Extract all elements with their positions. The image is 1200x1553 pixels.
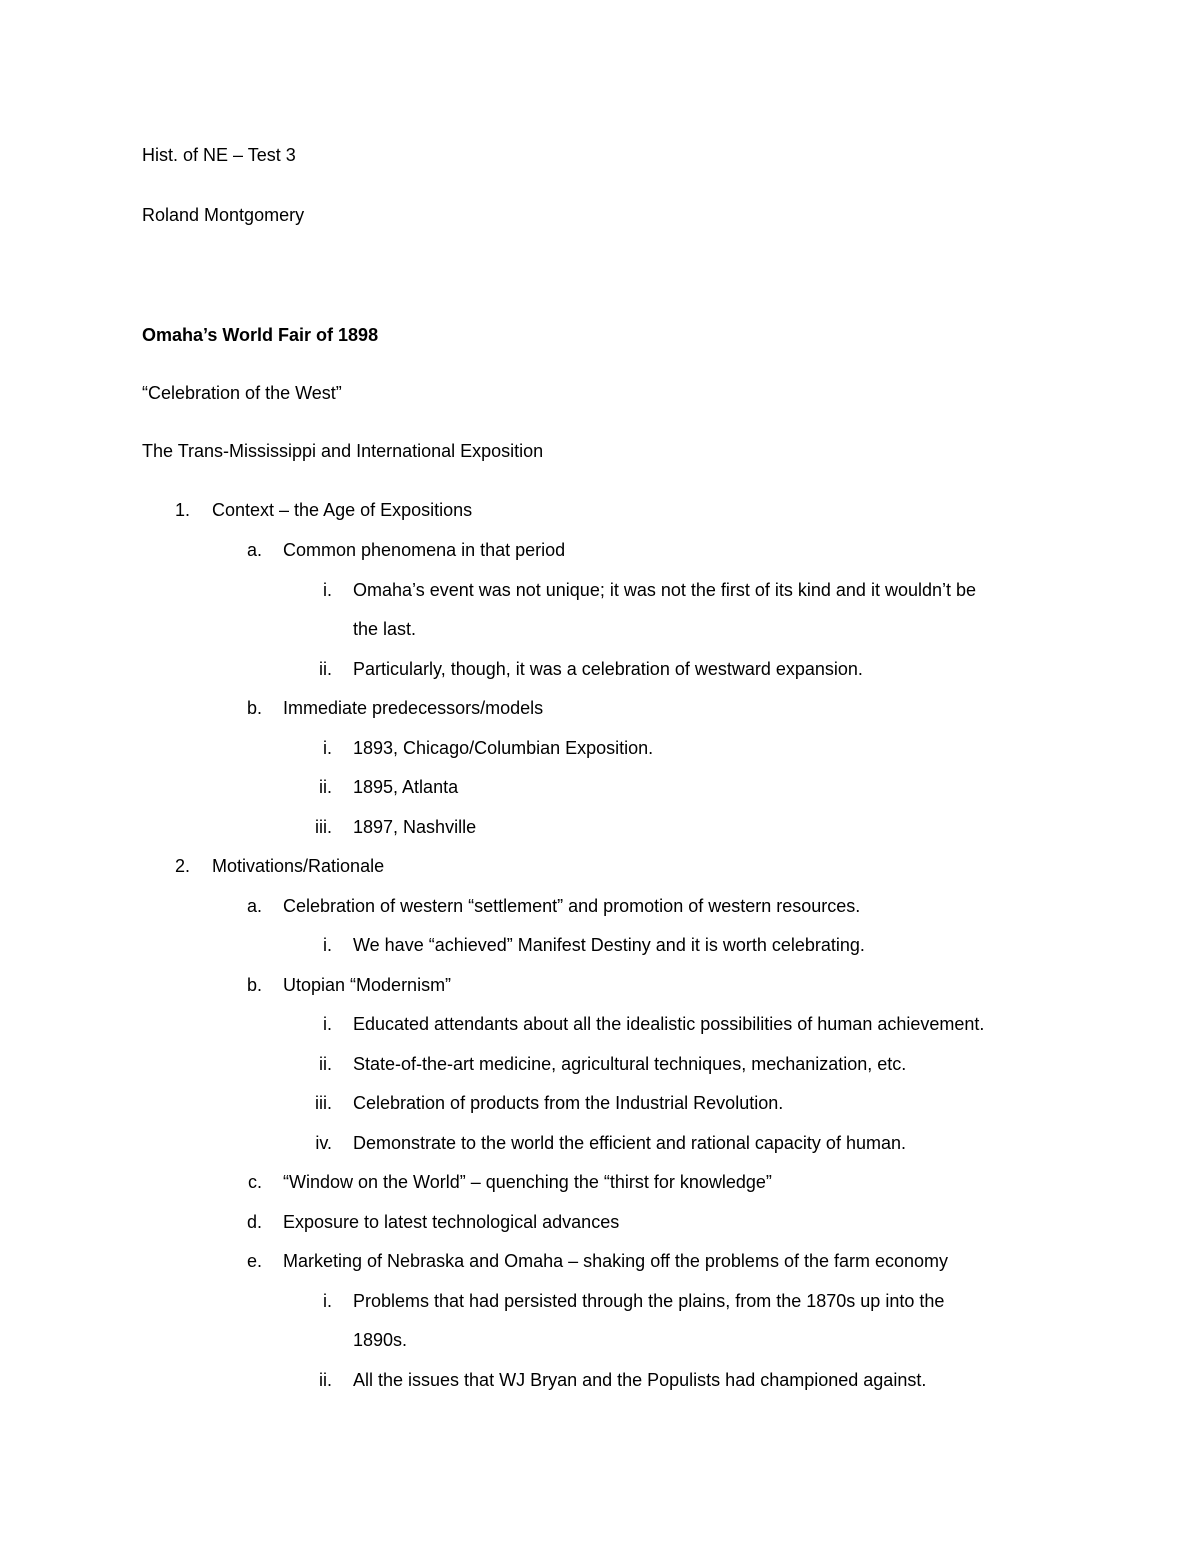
outline-subitem-continued: the last. <box>353 619 417 639</box>
item-roman: ii. <box>319 1054 332 1074</box>
outline-subitem: 1897, Nashville <box>353 817 477 837</box>
outline-subitem-continued: 1890s. <box>353 1330 408 1350</box>
item-roman: iv. <box>315 1133 332 1153</box>
item-letter: e. <box>246 1251 262 1271</box>
item-letter: c. <box>247 1172 262 1192</box>
item-letter: a. <box>246 540 262 560</box>
item-roman: iii. <box>315 817 332 837</box>
outline-subitem: Celebration of products from the Industrial Revolution. <box>353 1093 784 1113</box>
item-letter: b. <box>246 975 262 995</box>
outline-subitem: We have “achieved” Manifest Destiny and it is worth celebrating. <box>353 935 865 955</box>
item-letter: b. <box>246 698 262 718</box>
outline-item: Utopian “Modernism” <box>283 975 452 995</box>
outline-subitem: 1893, Chicago/Columbian Exposition. <box>353 738 654 758</box>
outline-item: Exposure to latest technological advances <box>283 1212 620 1232</box>
outline-item: Marketing of Nebraska and Omaha – shaking off the problems of the farm economy <box>283 1251 949 1271</box>
item-roman: ii. <box>319 659 332 679</box>
item-roman: i. <box>323 1014 332 1034</box>
outline-subitem: 1895, Atlanta <box>353 777 459 797</box>
item-roman: i. <box>323 935 332 955</box>
outline-subitem: Omaha’s event was not unique; it was not the first of its kind and it wouldn’t be <box>353 580 977 600</box>
section-heading: Context – the Age of Expositions <box>212 500 473 520</box>
outline-subitem: State-of-the-art medicine, agricultural techniques, mechanization, etc. <box>353 1054 907 1074</box>
outline-subitem: Educated attendants about all the idealistic possibilities of human achievement. <box>353 1014 985 1034</box>
outline-item: “Window on the World” – quenching the “thirst for knowledge” <box>283 1172 772 1192</box>
section-number: 2. <box>174 856 190 876</box>
section-heading: Motivations/Rationale <box>212 856 385 876</box>
outline-subitem: All the issues that WJ Bryan and the Populists had championed against. <box>353 1370 927 1390</box>
item-roman: ii. <box>319 1370 332 1390</box>
document-subtitle: “Celebration of the West” <box>142 383 342 403</box>
outline-item: Common phenomena in that period <box>283 540 566 560</box>
item-roman: iii. <box>315 1093 332 1113</box>
document-title: Omaha’s World Fair of 1898 <box>142 325 379 345</box>
item-letter: d. <box>246 1212 262 1232</box>
author-name: Roland Montgomery <box>142 205 305 225</box>
item-roman: i. <box>323 580 332 600</box>
outline-subitem: Demonstrate to the world the efficient and rational capacity of human. <box>353 1133 906 1153</box>
outline-subitem: Particularly, though, it was a celebration of westward expansion. <box>353 659 863 679</box>
exposition-name: The Trans-Mississippi and International Exposition <box>142 441 544 461</box>
section-number: 1. <box>174 500 190 520</box>
item-roman: ii. <box>319 777 332 797</box>
outline-item: Celebration of western “settlement” and promotion of western resources. <box>283 896 861 916</box>
item-roman: i. <box>323 1291 332 1311</box>
item-letter: a. <box>246 896 262 916</box>
outline-subitem: Problems that had persisted through the plains, from the 1870s up into the <box>353 1291 945 1311</box>
item-roman: i. <box>323 738 332 758</box>
course-heading: Hist. of NE – Test 3 <box>142 145 296 165</box>
outline-item: Immediate predecessors/models <box>283 698 544 718</box>
